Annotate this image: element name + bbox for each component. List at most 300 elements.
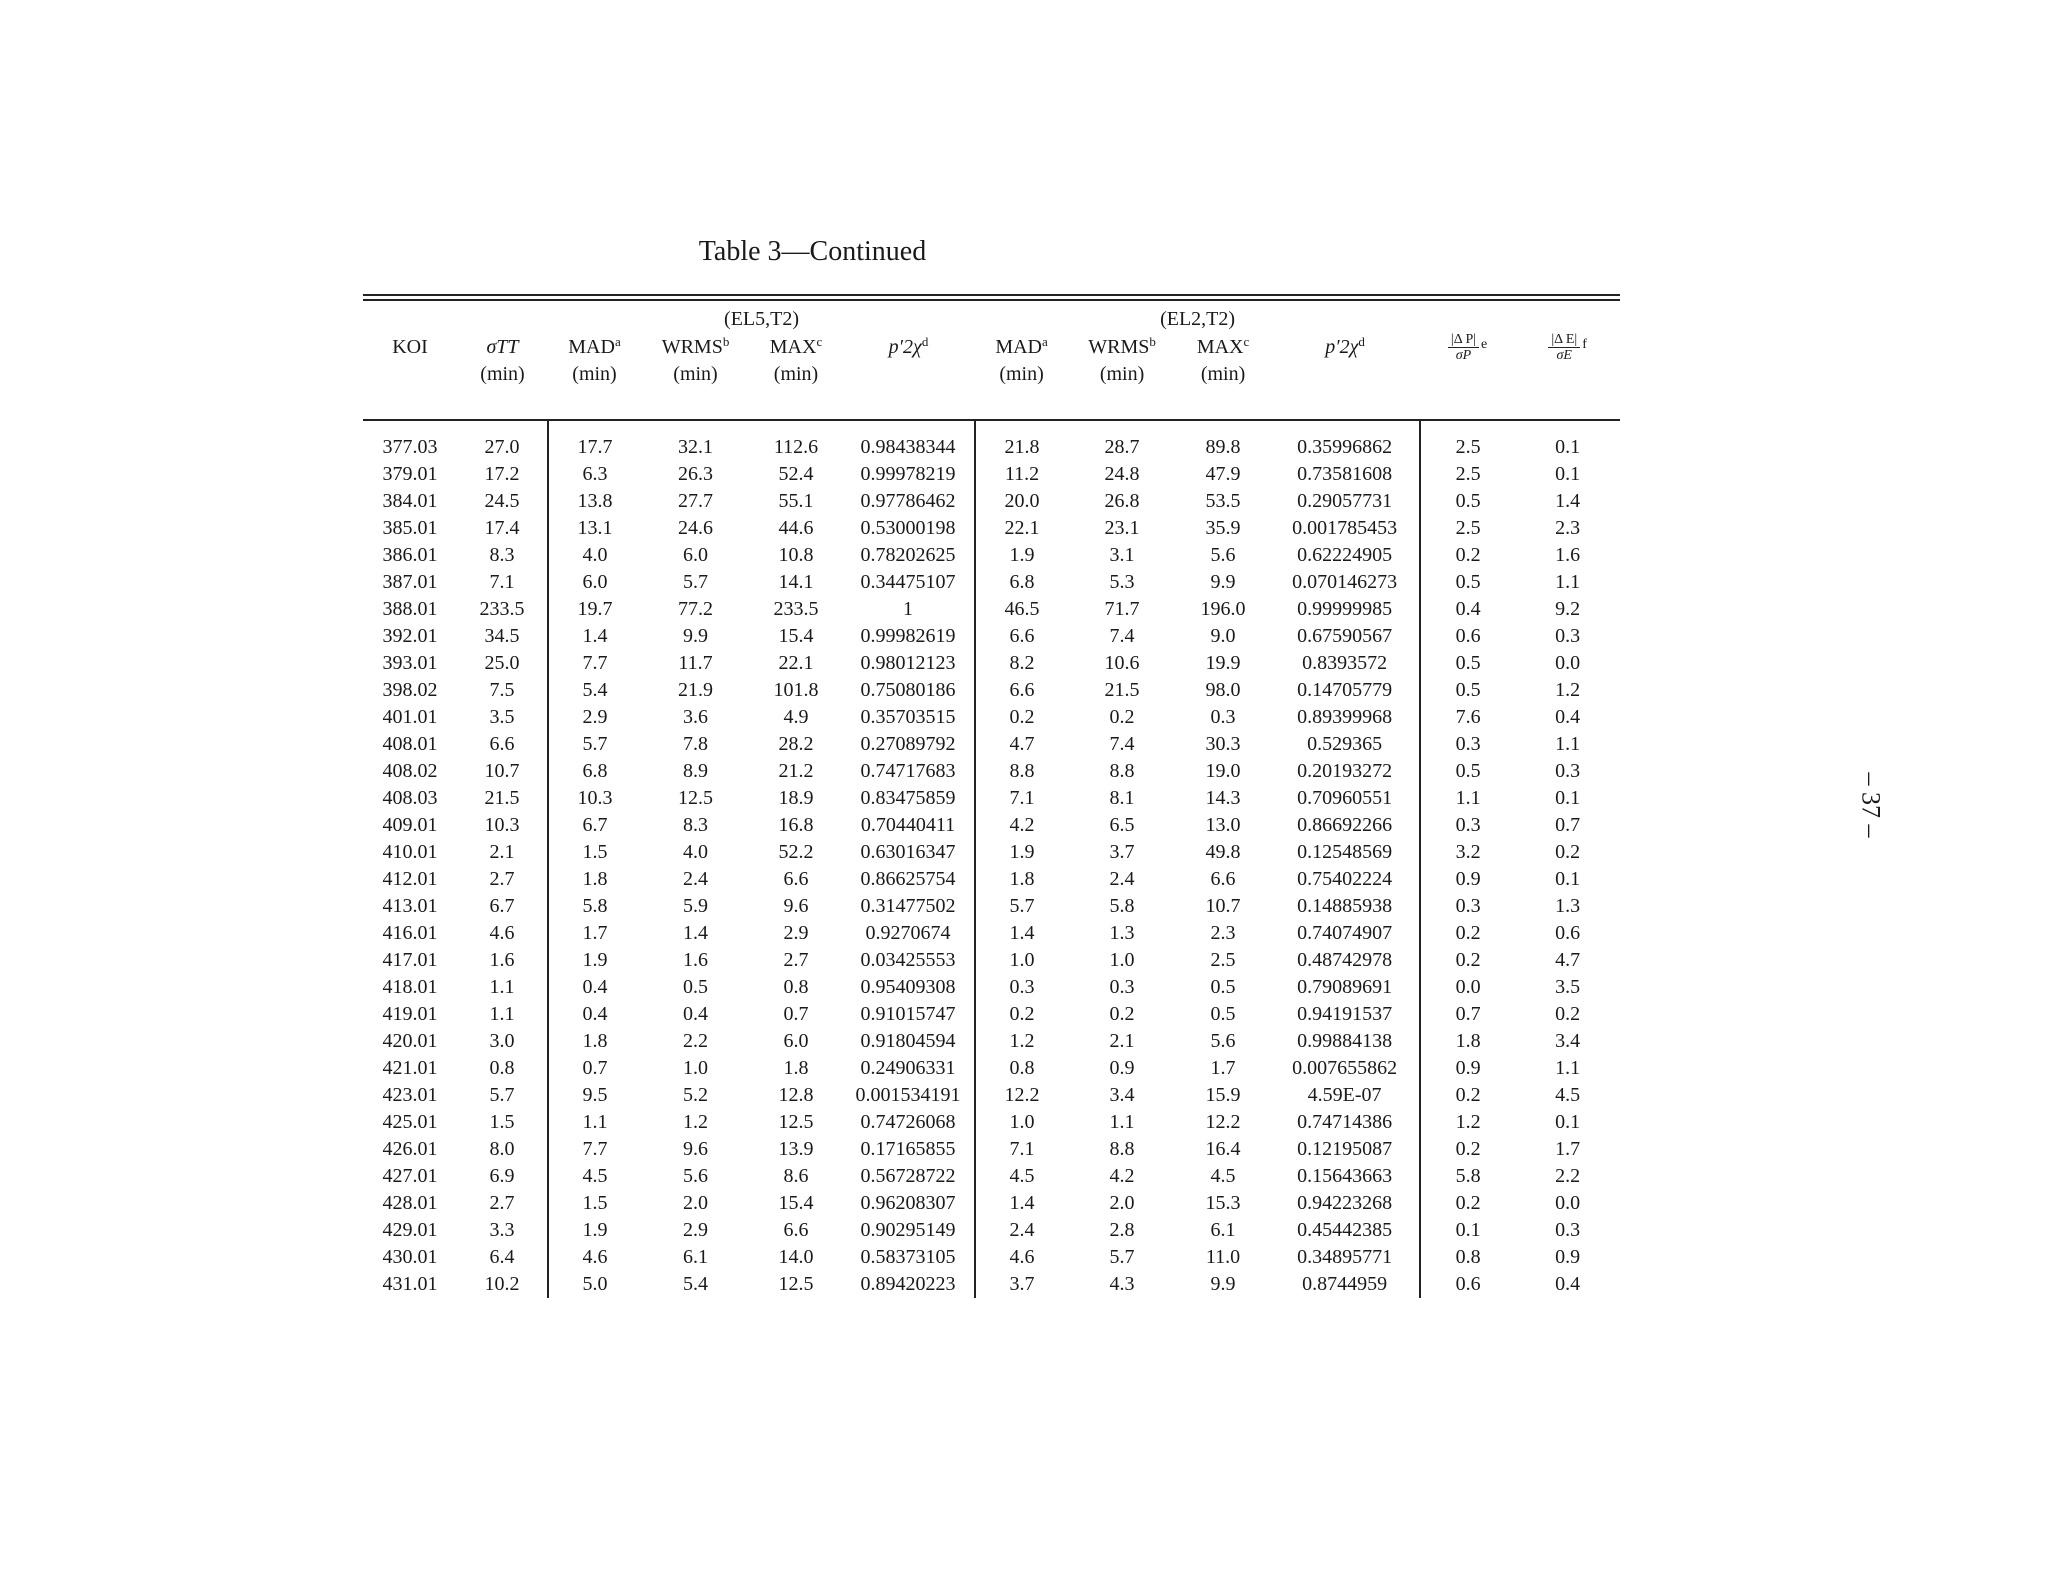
table-row xyxy=(363,420,1620,461)
table-cell: 3.4 xyxy=(1555,1030,1581,1052)
table-cell: 22.1 xyxy=(778,652,814,674)
table-cell: 233.5 xyxy=(773,598,819,620)
table-cell: 0.3 xyxy=(1420,893,1515,920)
col-pchi-2: $p'2\chi^d$ xyxy=(1325,333,1365,358)
table-cell: 2.4 xyxy=(975,1217,1068,1244)
table-cell: 0.2 xyxy=(975,704,1068,731)
table-cell: 0.89420223 xyxy=(860,1273,956,1295)
table-cell: 8.9 xyxy=(683,760,708,782)
table-cell: 4.9 xyxy=(783,706,809,728)
table-row xyxy=(363,785,1620,812)
table-cell: 5.9 xyxy=(683,895,708,917)
table-cell: 7.1 xyxy=(489,571,515,593)
table-cell: 1.1 xyxy=(489,976,515,998)
table-cell: 20.0 xyxy=(975,488,1068,515)
table-cell: 1.4 xyxy=(548,623,641,650)
table-cell: 10.7 xyxy=(1205,895,1241,917)
table-cell: 0.94191537 xyxy=(1297,1003,1393,1025)
table-cell: 24.6 xyxy=(678,517,713,539)
table-cell: 0.2 xyxy=(975,1001,1068,1028)
table-row xyxy=(363,1028,1620,1055)
table-cell: 0.63016347 xyxy=(860,841,956,863)
table-cell: 5.4 xyxy=(548,677,641,704)
table-cell: 0.4 xyxy=(548,1001,641,1028)
table-row xyxy=(363,1244,1620,1271)
table-row xyxy=(363,1001,1620,1028)
table-cell: 8.8 xyxy=(975,758,1068,785)
table-cell: 1.8 xyxy=(1420,1028,1515,1055)
table-cell: 77.2 xyxy=(678,598,713,620)
table-cell: 1.1 xyxy=(1420,785,1515,812)
table-cell: 6.6 xyxy=(975,677,1068,704)
table-cell: 3.1 xyxy=(1109,544,1135,566)
table-cell: 0.001534191 xyxy=(855,1084,961,1106)
table-cell: 21.9 xyxy=(678,679,713,701)
table-cell: 18.9 xyxy=(778,787,814,809)
table-cell: 17.7 xyxy=(548,420,641,461)
unit-max-2: (min) xyxy=(1200,363,1246,385)
table-cell: 4.0 xyxy=(683,841,708,863)
table-cell: 0.97786462 xyxy=(860,490,956,512)
table-cell: 9.5 xyxy=(548,1082,641,1109)
table-cell: 0.3 xyxy=(975,974,1068,1001)
table-cell: 1.1 xyxy=(1109,1111,1135,1133)
table-cell: 5.6 xyxy=(1210,544,1236,566)
table-cell: 1.3 xyxy=(1109,922,1135,944)
table-cell: 1.7 xyxy=(548,920,641,947)
table-cell: 52.2 xyxy=(778,841,814,863)
table-cell: 427.01 xyxy=(382,1165,438,1187)
table-cell: 0.5 xyxy=(1420,758,1515,785)
table-cell: 17.2 xyxy=(484,463,520,485)
table-cell: 1.1 xyxy=(1555,733,1581,755)
unit-wrms-1: (min) xyxy=(673,363,718,385)
table-row xyxy=(363,947,1620,974)
table-cell: 386.01 xyxy=(382,544,438,566)
table-cell: 5.7 xyxy=(683,571,708,593)
table-cell: 13.1 xyxy=(548,515,641,542)
table-cell: 2.0 xyxy=(683,1192,708,1214)
table-cell: 0.99884138 xyxy=(1297,1030,1393,1052)
table-cell: 24.8 xyxy=(1104,463,1140,485)
table-row xyxy=(363,758,1620,785)
table-cell: 385.01 xyxy=(382,517,438,539)
table-cell: 10.3 xyxy=(484,814,520,836)
table-cell: 23.1 xyxy=(1104,517,1140,539)
table-cell: 0.35996862 xyxy=(1297,436,1393,458)
table-cell: 8.6 xyxy=(783,1165,809,1187)
table-cell: 3.0 xyxy=(489,1030,515,1052)
table-body xyxy=(363,420,1620,1298)
table-cell: 196.0 xyxy=(1200,598,1246,620)
table-cell: 0.1 xyxy=(1555,463,1581,485)
table-cell: 377.03 xyxy=(382,436,438,458)
col-wrms-2: WRMS$^b$ xyxy=(1088,333,1156,358)
table-cell: 4.6 xyxy=(489,922,515,944)
table-cell: 0.29057731 xyxy=(1297,490,1393,512)
table-cell: 13.0 xyxy=(1205,814,1241,836)
table-cell: 9.2 xyxy=(1555,598,1581,620)
table-cell: 1.9 xyxy=(975,542,1068,569)
table-row xyxy=(363,1055,1620,1082)
table-row xyxy=(363,1271,1620,1298)
table-cell: 0.14885938 xyxy=(1297,895,1393,917)
table-cell: 0.2 xyxy=(1420,542,1515,569)
table-cell: 1.0 xyxy=(1109,949,1135,971)
table-cell: 3.3 xyxy=(489,1219,515,1241)
table-cell: 0.5 xyxy=(1420,650,1515,677)
table-cell: 0.5 xyxy=(1210,1003,1236,1025)
table-cell: 0.94223268 xyxy=(1297,1192,1393,1214)
table-cell: 1.8 xyxy=(783,1057,809,1079)
table-cell: 26.3 xyxy=(678,463,713,485)
table-cell: 398.02 xyxy=(382,679,438,701)
table-cell: 6.3 xyxy=(548,461,641,488)
table-cell: 13.9 xyxy=(778,1138,814,1160)
table-cell: 387.01 xyxy=(382,571,438,593)
table-cell: 0.99999985 xyxy=(1297,598,1393,620)
table-cell: 2.0 xyxy=(1109,1192,1135,1214)
table-cell: 0.27089792 xyxy=(860,733,956,755)
table-cell: 10.8 xyxy=(778,544,814,566)
table-cell: 392.01 xyxy=(382,625,438,647)
table-cell: 98.0 xyxy=(1205,679,1241,701)
table-cell: 0.15643663 xyxy=(1297,1165,1393,1187)
unit-mad-2: (min) xyxy=(999,363,1044,385)
table-cell: 0.12548569 xyxy=(1297,841,1393,863)
col-max-1: MAX$^c$ xyxy=(769,333,823,358)
table-cell: 393.01 xyxy=(382,652,438,674)
table-cell: 6.6 xyxy=(1210,868,1236,890)
table-cell: 0.5 xyxy=(1420,677,1515,704)
table-cell: 408.03 xyxy=(382,787,438,809)
table-cell: 6.1 xyxy=(1210,1219,1236,1241)
table-cell: 53.5 xyxy=(1205,490,1241,512)
table-cell: 0.90295149 xyxy=(860,1219,956,1241)
table-cell: 3.7 xyxy=(975,1271,1068,1298)
table-cell: 12.2 xyxy=(1205,1111,1241,1133)
table-row xyxy=(363,461,1620,488)
table-row xyxy=(363,704,1620,731)
table-cell: 0.3 xyxy=(1210,706,1236,728)
table-row xyxy=(363,488,1620,515)
table-cell: 0.3 xyxy=(1555,625,1581,647)
table-cell: 0.9 xyxy=(1555,1246,1581,1268)
table-cell: 1.1 xyxy=(548,1109,641,1136)
table-row xyxy=(363,731,1620,758)
table-cell: 384.01 xyxy=(382,490,438,512)
table-cell: 2.9 xyxy=(548,704,641,731)
table-row xyxy=(363,1190,1620,1217)
table-cell: 0.8 xyxy=(975,1055,1068,1082)
table-cell: 2.2 xyxy=(1555,1165,1581,1187)
table-cell: 1.5 xyxy=(489,1111,515,1133)
table-cell: 2.3 xyxy=(1555,517,1581,539)
table-cell: 0.0 xyxy=(1420,974,1515,1001)
table-cell: 7.4 xyxy=(1109,733,1135,755)
table-row xyxy=(363,1163,1620,1190)
table-cell: 7.1 xyxy=(975,785,1068,812)
table-cell: 0.74726068 xyxy=(860,1111,956,1133)
table-cell: 12.5 xyxy=(778,1273,814,1295)
table-cell: 0.6 xyxy=(1420,1271,1515,1298)
table-cell: 0.007655862 xyxy=(1292,1057,1398,1079)
table-cell: 0.67590567 xyxy=(1297,625,1393,647)
col-pchi-1: $p'2\chi^d$ xyxy=(888,333,929,358)
table-cell: 30.3 xyxy=(1205,733,1241,755)
table-cell: 112.6 xyxy=(773,436,819,458)
table-cell: 21.2 xyxy=(778,760,814,782)
table-cell: 25.0 xyxy=(484,652,520,674)
table-cell: 12.5 xyxy=(678,787,713,809)
table-cell: 2.7 xyxy=(489,1192,515,1214)
table-cell: 27.0 xyxy=(484,436,520,458)
table-cell: 15.9 xyxy=(1205,1084,1241,1106)
table-cell: 1.8 xyxy=(975,866,1068,893)
table-cell: 7.5 xyxy=(489,679,515,701)
table-cell: 0.58373105 xyxy=(860,1246,956,1268)
page-number: – 37 – xyxy=(1856,772,1886,838)
table-cell: 7.4 xyxy=(1109,625,1135,647)
table-cell: 14.3 xyxy=(1205,787,1241,809)
table-cell: 7.6 xyxy=(1420,704,1515,731)
table-cell: 4.5 xyxy=(1210,1165,1236,1187)
table-cell: 0.8744959 xyxy=(1302,1273,1388,1295)
table-row xyxy=(363,1217,1620,1244)
table-cell: 0.3 xyxy=(1420,731,1515,758)
table-cell: 0.53000198 xyxy=(860,517,956,539)
table-cell: 12.2 xyxy=(975,1082,1068,1109)
col-wrms-1: WRMS$^b$ xyxy=(661,333,730,358)
table-cell: 6.0 xyxy=(683,544,708,566)
table-row xyxy=(363,974,1620,1001)
table-row xyxy=(363,1109,1620,1136)
table-header xyxy=(363,301,1620,420)
table-cell: 6.9 xyxy=(489,1165,515,1187)
table-cell: 0.3 xyxy=(1420,812,1515,839)
table-cell: 2.2 xyxy=(683,1030,708,1052)
table-cell: 1.6 xyxy=(683,949,708,971)
table-cell: 14.0 xyxy=(778,1246,814,1268)
table-cell: 1.7 xyxy=(1555,1138,1581,1160)
table-cell: 0.78202625 xyxy=(860,544,956,566)
table-cell: 44.6 xyxy=(778,517,814,539)
table-cell: 2.5 xyxy=(1420,515,1515,542)
table-caption: Table 3—Continued xyxy=(698,236,927,267)
table-cell: 27.7 xyxy=(678,490,713,512)
table-cell: 401.01 xyxy=(382,706,438,728)
table-cell: 5.7 xyxy=(489,1084,515,1106)
table-cell: 3.2 xyxy=(1420,839,1515,866)
table-cell: 2.1 xyxy=(489,841,515,863)
table-cell: 6.5 xyxy=(1109,814,1135,836)
table-row xyxy=(363,677,1620,704)
table-cell: 3.6 xyxy=(683,706,708,728)
table-cell: 26.8 xyxy=(1104,490,1140,512)
table-cell: 430.01 xyxy=(382,1246,438,1268)
table-cell: 8.0 xyxy=(489,1138,515,1160)
table-cell: 6.6 xyxy=(783,868,809,890)
table-cell: 15.4 xyxy=(778,1192,814,1214)
table-cell: 0.5 xyxy=(1420,569,1515,596)
table-cell: 8.8 xyxy=(1109,1138,1135,1160)
table-cell: 2.4 xyxy=(1109,868,1135,890)
table-cell: 4.6 xyxy=(975,1244,1068,1271)
table-cell: 0.7 xyxy=(783,1003,809,1025)
table-cell: 1.2 xyxy=(683,1111,708,1133)
table-cell: 0.74714386 xyxy=(1297,1111,1393,1133)
table-cell: 0.91804594 xyxy=(860,1030,956,1052)
table-cell: 0.75080186 xyxy=(860,679,956,701)
table-cell: 2.5 xyxy=(1210,949,1236,971)
table-cell: 47.9 xyxy=(1205,463,1241,485)
table-cell: 408.01 xyxy=(382,733,438,755)
table-cell: 0.9 xyxy=(1109,1057,1135,1079)
table-cell: 0.3 xyxy=(1555,1219,1581,1241)
table-cell: 0.529365 xyxy=(1307,733,1383,755)
table-cell: 6.6 xyxy=(783,1219,809,1241)
table-cell: 410.01 xyxy=(382,841,438,863)
table-cell: 0.62224905 xyxy=(1297,544,1393,566)
table-cell: 15.3 xyxy=(1205,1192,1241,1214)
top-double-rule xyxy=(363,294,1620,301)
table-row xyxy=(363,839,1620,866)
table-cell: 7.8 xyxy=(683,733,708,755)
table-cell: 4.2 xyxy=(1109,1165,1135,1187)
table-cell: 4.59E-07 xyxy=(1307,1084,1382,1106)
table-cell: 15.4 xyxy=(778,625,814,647)
table-cell: 409.01 xyxy=(382,814,438,836)
table-cell: 3.7 xyxy=(1109,841,1135,863)
table-cell: 418.01 xyxy=(382,976,438,998)
table-cell: 19.0 xyxy=(1205,760,1241,782)
table-cell: 3.5 xyxy=(1555,976,1581,998)
table-cell: 28.2 xyxy=(778,733,814,755)
table-cell: 6.7 xyxy=(548,812,641,839)
table-cell: 1.6 xyxy=(489,949,515,971)
table-cell: 49.8 xyxy=(1205,841,1241,863)
table-cell: 428.01 xyxy=(382,1192,438,1214)
table-cell: 0.99982619 xyxy=(860,625,956,647)
table-cell: 11.0 xyxy=(1205,1246,1241,1268)
table-cell: 431.01 xyxy=(382,1273,438,1295)
table-cell: 9.0 xyxy=(1210,625,1236,647)
table-cell: 0.2 xyxy=(1555,1003,1581,1025)
table-cell: 0.6 xyxy=(1555,922,1581,944)
table-cell: 0.8393572 xyxy=(1302,652,1388,674)
table-cell: 19.7 xyxy=(548,596,641,623)
table-cell: 429.01 xyxy=(382,1219,438,1241)
table-cell: 420.01 xyxy=(382,1030,438,1052)
table-cell: 0.98012123 xyxy=(860,652,956,674)
table-cell: 11.2 xyxy=(975,461,1068,488)
col-max-2: MAX$^c$ xyxy=(1196,333,1250,358)
table-cell: 0.20193272 xyxy=(1297,760,1393,782)
table-cell: 0.9270674 xyxy=(865,922,951,944)
table-cell: 13.8 xyxy=(548,488,641,515)
table-cell: 34.5 xyxy=(484,625,520,647)
table-cell: 5.2 xyxy=(683,1084,708,1106)
table-cell: 388.01 xyxy=(382,598,438,620)
table-row xyxy=(363,569,1620,596)
table-cell: 0.56728722 xyxy=(860,1165,956,1187)
table-cell: 2.1 xyxy=(1109,1030,1135,1052)
table-row xyxy=(363,1136,1620,1163)
table-cell: 0.45442385 xyxy=(1297,1219,1393,1241)
table-cell: 408.02 xyxy=(382,760,438,782)
table-cell: 1.7 xyxy=(1210,1057,1236,1079)
table-cell: 0.74074907 xyxy=(1297,922,1393,944)
table-cell: 19.9 xyxy=(1205,652,1241,674)
table-cell: 0.4 xyxy=(1555,706,1581,728)
table-cell: 1 xyxy=(903,598,914,620)
col-koi: KOI xyxy=(392,335,428,358)
table-cell: 1.5 xyxy=(548,1190,641,1217)
table-cell: 7.7 xyxy=(548,1136,641,1163)
table-cell: 10.6 xyxy=(1104,652,1140,674)
table-cell: 2.4 xyxy=(683,868,708,890)
table-cell: 0.6 xyxy=(1420,623,1515,650)
table-cell: 0.86625754 xyxy=(860,868,956,890)
table-cell: 0.9 xyxy=(1420,1055,1515,1082)
table-cell: 0.0 xyxy=(1555,652,1581,674)
table-cell: 0.79089691 xyxy=(1297,976,1393,998)
table-cell: 3.4 xyxy=(1109,1084,1135,1106)
table-cell: 71.7 xyxy=(1104,598,1140,620)
table-cell: 413.01 xyxy=(382,895,438,917)
table-cell: 1.4 xyxy=(975,920,1068,947)
table-cell: 5.6 xyxy=(1210,1030,1236,1052)
table-cell: 2.5 xyxy=(1420,420,1515,461)
table-cell: 9.9 xyxy=(1210,571,1236,593)
table-cell: 0.1 xyxy=(1555,1111,1581,1133)
table-cell: 89.8 xyxy=(1205,436,1241,458)
col-delta-e: $\frac{\text{|Δ E|}}{\sigma E}$ $^f$ xyxy=(1515,331,1620,363)
table-cell: 4.0 xyxy=(548,542,641,569)
table-cell: 21.5 xyxy=(1104,679,1140,701)
table-cell: 0.89399968 xyxy=(1297,706,1393,728)
table-cell: 10.3 xyxy=(548,785,641,812)
table-cell: 0.2 xyxy=(1109,706,1135,728)
table-cell: 5.4 xyxy=(683,1273,708,1295)
table-cell: 0.3 xyxy=(1109,976,1135,998)
table-cell: 8.3 xyxy=(683,814,708,836)
table-cell: 1.4 xyxy=(1555,490,1581,512)
table-cell: 0.95409308 xyxy=(860,976,956,998)
table-cell: 5.8 xyxy=(548,893,641,920)
table-cell: 4.5 xyxy=(1555,1084,1581,1106)
table-cell: 0.24906331 xyxy=(860,1057,956,1079)
table-cell: 5.6 xyxy=(683,1165,708,1187)
table-row xyxy=(363,920,1620,947)
table-cell: 6.8 xyxy=(975,569,1068,596)
table-cell: 0.70960551 xyxy=(1297,787,1393,809)
table-cell: 2.5 xyxy=(1420,461,1515,488)
table-cell: 0.35703515 xyxy=(860,706,956,728)
table-cell: 0.070146273 xyxy=(1292,571,1398,593)
col-delta-p: $\frac{\text{|Δ P|}}{\sigma P}$ $^e$ xyxy=(1420,331,1515,363)
table-row xyxy=(363,893,1620,920)
table-cell: 2.9 xyxy=(783,922,809,944)
table-cell: 0.31477502 xyxy=(860,895,956,917)
table-cell: 0.2 xyxy=(1420,947,1515,974)
table-cell: 0.2 xyxy=(1109,1003,1135,1025)
table-cell: 6.0 xyxy=(783,1030,809,1052)
table-cell: 55.1 xyxy=(778,490,814,512)
unit-wrms-2: (min) xyxy=(1099,363,1145,385)
unit-sigma: (min) xyxy=(480,363,525,385)
table-cell: 32.1 xyxy=(678,436,713,458)
